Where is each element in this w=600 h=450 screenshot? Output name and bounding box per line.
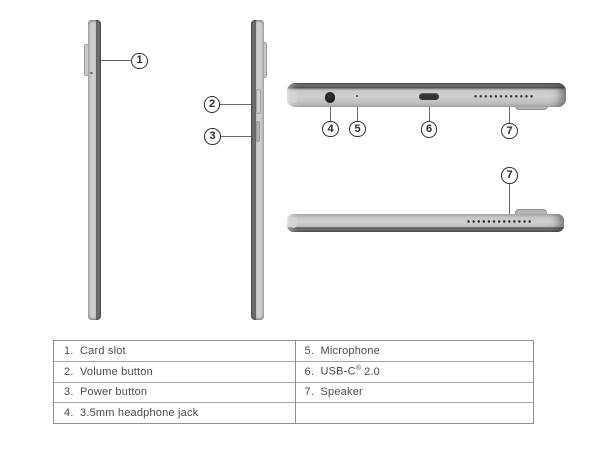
table-row (54, 382, 295, 403)
callout-7-speaker-top (501, 123, 518, 140)
callout-4-headphone-jack (322, 121, 339, 138)
callout-3-line (221, 136, 256, 137)
callout-6-usb-c (421, 121, 438, 138)
registered-trademark-symbol: ® (355, 365, 362, 373)
antenna-line (290, 217, 297, 228)
item-label: Microphone (320, 344, 380, 357)
table-row (54, 361, 295, 382)
callout-4-number: 4 (327, 122, 334, 135)
callout-5-microphone (349, 121, 366, 138)
item-number: 4. (64, 406, 74, 419)
tablet-right-side-view (250, 20, 272, 320)
item-label (321, 365, 381, 378)
callout-1-card-slot (131, 53, 148, 70)
usb-c-port (419, 93, 439, 100)
usb-c-label-version: 2.0 (364, 366, 380, 379)
item-label: Volume button (80, 365, 153, 378)
callout-1-line (101, 60, 132, 61)
speaker-grille (466, 219, 531, 224)
item-label: Card slot (80, 344, 126, 357)
tablet-side-body (251, 20, 264, 320)
item-label: Speaker (320, 386, 363, 399)
item-label: 3.5mm headphone jack (80, 406, 199, 419)
callout-6-number: 6 (425, 123, 433, 135)
tablet-left-side-view (84, 20, 106, 320)
table-row (54, 341, 295, 362)
callout-7-speaker-bottom (501, 167, 518, 184)
item-number: 5. (304, 344, 315, 357)
table-row (54, 402, 295, 423)
table-row (295, 361, 533, 382)
item-number: 7. (304, 386, 315, 399)
speaker-grille (473, 94, 534, 99)
volume-button (256, 89, 261, 114)
tablet-side-body (88, 20, 101, 320)
callout-2-number: 2 (208, 98, 216, 110)
item-number: 6. (304, 365, 315, 378)
card-slot-pinhole (90, 72, 92, 75)
tablet-top-edge-view (287, 82, 566, 114)
item-number: 2. (64, 365, 74, 378)
callout-2-volume-button (204, 96, 221, 113)
item-label: Power button (80, 386, 148, 399)
item-number: 1. (64, 344, 74, 357)
table-row (295, 341, 533, 362)
table-row (295, 402, 533, 423)
callout-3-power-button (204, 128, 221, 145)
callout-1-number: 1 (136, 54, 143, 67)
antenna-line (290, 92, 297, 103)
headphone-jack (325, 92, 336, 103)
power-button (256, 121, 261, 143)
callout-7-number: 7 (506, 169, 513, 181)
callout-3-number: 3 (209, 130, 216, 142)
table-row (295, 382, 533, 403)
parts-legend-table (53, 340, 534, 424)
tablet-bottom-edge-view (287, 206, 564, 234)
callout-5-number: 5 (354, 122, 361, 135)
item-number: 3. (64, 386, 74, 399)
usb-c-label-base: USB-C (320, 366, 356, 379)
callout-7-bottom-line (509, 184, 510, 215)
callout-7-number: 7 (506, 124, 513, 137)
